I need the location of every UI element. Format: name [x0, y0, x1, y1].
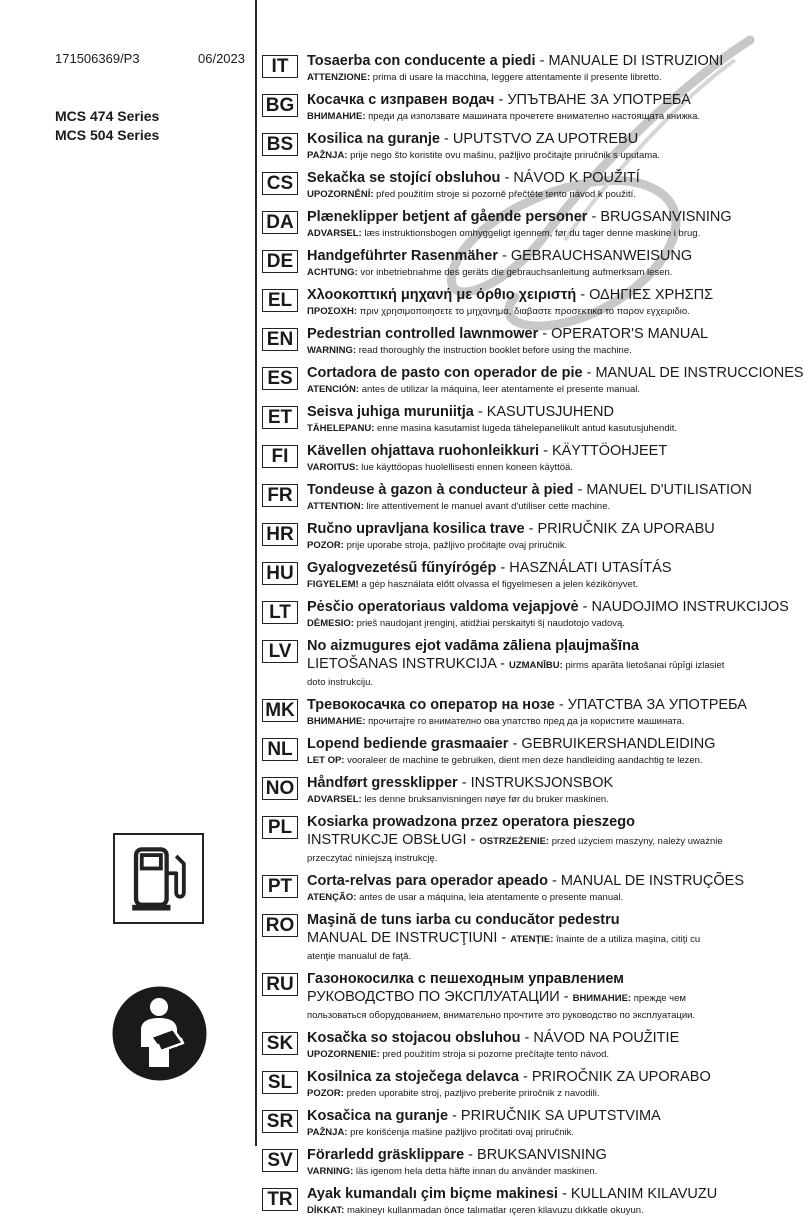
language-code-badge: MK — [262, 699, 298, 722]
warning-text: przed użyciem maszyny, należy uważnie — [551, 836, 723, 847]
warning-text: прочитајте го внимателно ова упатство пред да ја користите машината. — [368, 716, 685, 727]
language-title: Cortadora de pasto con operador de pie - MANUAL DE INSTRUCCIONES — [307, 365, 804, 381]
language-code-badge: ET — [262, 406, 298, 429]
language-title: Seisva juhiga muruniitja - KASUTUSJUHEND — [307, 404, 614, 420]
warning-label: UZMANĪBU: — [508, 660, 563, 671]
language-code-badge: LV — [262, 640, 298, 663]
language-title: Ayak kumandalı çim biçme makinesi - KULLANIM KILAVUZU — [307, 1186, 718, 1202]
language-entry-sr — [262, 1107, 802, 1141]
warning-text: a gép használata előtt olvassa el figyelmesen a jelen kézikönyvet. — [361, 579, 639, 590]
warning-line — [307, 538, 802, 554]
language-title: Gyalogvezetésű fűnyírógép - HASZNÁLATI UTASÍTÁS — [307, 560, 672, 576]
manual-title: LIETOŠANAS INSTRUKCIJA — [307, 656, 497, 672]
warning-label: ATTENZIONE: — [307, 72, 371, 83]
warning-label: ADVARSEL: — [307, 228, 362, 239]
language-code-badge: NL — [262, 738, 298, 761]
language-title: Kosiarka prowadzona przez operatora pieszego — [307, 814, 635, 830]
warning-label: OSTRZEŻENIE: — [479, 836, 550, 847]
language-title: Kosilnica za stoječega delavca - PRIROČNIK ZA UPORABO — [307, 1069, 711, 1085]
language-entry-el — [262, 286, 802, 320]
warning-line — [307, 753, 802, 769]
warning-label: ATENCIÓN: — [307, 384, 360, 395]
language-entry-de — [262, 247, 802, 281]
manual-title: INSTRUKSJONSBOK — [470, 775, 614, 791]
warning-line — [307, 265, 802, 281]
language-code-badge: DE — [262, 250, 298, 273]
warning-label: ACHTUNG: — [307, 267, 358, 278]
model-series — [55, 107, 159, 145]
warning-text: înainte de a utiliza maşina, citiţi cu — [556, 934, 701, 945]
language-entry-fi — [262, 442, 802, 476]
warning-label: VAROITUS: — [307, 462, 359, 473]
language-entry-cs — [262, 169, 802, 203]
series-line: MCS 474 Series — [55, 108, 160, 124]
language-code-badge: CS — [262, 172, 298, 195]
warning-line — [307, 616, 802, 632]
warning-text: makineyı kullanmadan önce talımatlar ıçeren kilavuzu dıkkatle okuyun. — [346, 1205, 644, 1216]
warning-line — [307, 460, 802, 476]
language-code-badge: EN — [262, 328, 298, 351]
warning-label: POZOR: — [307, 540, 344, 551]
warning-label: ADVARSEL: — [307, 794, 362, 805]
warning-line — [307, 1203, 802, 1219]
language-entry-et — [262, 403, 802, 437]
warning-text: pred použitím stroja si pozorne prečítajte tento návod. — [382, 1049, 610, 1060]
manual-title: NAUDOJIMO INSTRUKCIJOS — [591, 599, 789, 615]
warning-text: antes de usar a máquina, leia atentamente o presente manual. — [359, 892, 624, 903]
warning-label: POZOR: — [307, 1088, 344, 1099]
language-entry-en — [262, 325, 802, 359]
manual-title: MANUAL DE INSTRUCŢIUNI — [307, 930, 498, 946]
warning-line — [307, 714, 802, 730]
language-entry-lt — [262, 598, 802, 632]
document-date: 06/2023 — [198, 51, 245, 66]
warning-line — [307, 499, 802, 515]
manual-title: ΟΔΗΓΙΕΣ ΧΡΗΣΠΣ — [589, 287, 714, 303]
warning-label: UPOZORNENIE: — [307, 1049, 380, 1060]
language-title: Kävellen ohjattava ruohonleikkuri - KÄYTTÖOHJEET — [307, 443, 668, 459]
manual-title: BRUGSANVISNING — [600, 209, 732, 225]
warning-text: læs instruktionsbogen omhyggeligt igennem, før du tager denne maskine i brug. — [364, 228, 701, 239]
language-title: Ručno upravljana kosilica trave - PRIRUČNIK ZA UPORABU — [307, 521, 715, 537]
warning-line — [307, 577, 802, 593]
manual-title: УПЪТВАНЕ ЗА УПОТРЕБА — [507, 92, 691, 108]
fuel-pump-icon — [113, 833, 204, 924]
manual-title-line: LIETOŠANAS INSTRUKCIJA - UZMANĪBU: pirms aparāta lietošanai rūpīgi izlasiet — [307, 656, 725, 672]
warning-text: prieš naudojant įrenginį, atidžiai perskaityti šį naudotojo vadovą. — [356, 618, 625, 629]
warning-line — [307, 890, 802, 906]
manual-title: NÁVOD K POUŽITÍ — [513, 170, 640, 186]
series-line: MCS 504 Series — [55, 127, 160, 143]
language-entry-sv — [262, 1146, 802, 1180]
manual-title: INSTRUKCJE OBSŁUGI — [307, 832, 467, 848]
language-title: Kosilica na guranje - UPUTSTVO ZA UPOTREBU — [307, 131, 639, 147]
language-code-badge: SK — [262, 1032, 298, 1055]
warning-line — [307, 1164, 802, 1180]
language-code-badge: FI — [262, 445, 298, 468]
warning-label: VARNING: — [307, 1166, 354, 1177]
language-entry-ru — [262, 970, 802, 1024]
manual-title: KULLANIM KILAVUZU — [570, 1186, 718, 1202]
language-code-badge: EL — [262, 289, 298, 312]
manual-title: NÁVOD NA POUŽITIE — [533, 1030, 680, 1046]
warning-label: DİKKAT: — [307, 1205, 345, 1216]
warning-text: prije nego što koristite ovu mašinu, pažljivo pročitajte priručnik s uputama. — [350, 150, 661, 161]
warning-label: DĖMESIO: — [307, 618, 354, 629]
language-title: Handgeführter Rasenmäher - GEBRAUCHSANWEISUNG — [307, 248, 693, 264]
warning-line — [307, 70, 802, 86]
language-entry-ro — [262, 911, 802, 965]
warning-line — [307, 343, 802, 359]
language-code-badge: HU — [262, 562, 298, 585]
warning-text: lire attentivement le manuel avant d'utiliser cette machine. — [366, 501, 611, 512]
warning-text-continued: atenţie manualul de faţă. — [307, 951, 412, 962]
warning-label: UPOZORNĚNÍ: — [307, 189, 374, 200]
warning-label: ВНИМАНИЕ: — [572, 993, 632, 1004]
warning-line — [307, 304, 802, 320]
language-title: Håndført gressklipper - INSTRUKSJONSBOK — [307, 775, 614, 791]
language-code-badge: RO — [262, 914, 298, 937]
warning-line — [307, 421, 802, 437]
vertical-divider — [255, 0, 257, 1146]
warning-label: PAŽNJA: — [307, 1127, 348, 1138]
warning-line — [307, 1047, 802, 1063]
language-title: Förarledd gräsklippare - BRUKSANVISNING — [307, 1147, 607, 1163]
language-title: Lopend bediende grasmaaier - GEBRUIKERSHANDLEIDING — [307, 736, 716, 752]
warning-text: enne masina kasutamist lugeda tähelepanelikult antud kasutusjuhendit. — [377, 423, 678, 434]
language-title: Pedestrian controlled lawnmower - OPERATOR'S MANUAL — [307, 326, 709, 342]
language-code-badge: BS — [262, 133, 298, 156]
manual-title: HASZNÁLATI UTASÍTÁS — [509, 560, 672, 576]
language-code-badge: RU — [262, 973, 298, 996]
language-title: Тревокосачка со оператор на нозе - УПАТСТВА ЗА УПОТРЕБА — [307, 697, 747, 713]
language-code-badge: IT — [262, 55, 298, 78]
manual-title: OPERATOR'S MANUAL — [551, 326, 709, 342]
language-entry-mk — [262, 696, 802, 730]
warning-label: TÄHELEPANU: — [307, 423, 375, 434]
manual-title: UPUTSTVO ZA UPOTREBU — [452, 131, 639, 147]
language-title: Tosaerba con conducente a piedi - MANUALE DI ISTRUZIONI — [307, 53, 724, 69]
warning-text: před použitím stroje si pozorně přečtěte tento návod k použití. — [376, 189, 636, 200]
warning-label: LET OP: — [307, 755, 345, 766]
language-title: Corta-relvas para operador apeado - MANUAL DE INSTRUÇÕES — [307, 873, 744, 889]
manual-title: РУКОВОДСТВО ПО ЭКСПЛУАТАЦИИ — [307, 989, 560, 1005]
warning-label: ATENÇÃO: — [307, 892, 357, 903]
warning-text: πριν χρησιμοποιησετε το μηχανημα, διαβαστε προσεκτικα το παρον εγχειριδιο. — [359, 306, 690, 317]
manual-title-line: MANUAL DE INSTRUCŢIUNI - ATENŢIE: înainte de a utiliza maşina, citiţi cu — [307, 930, 701, 946]
language-title: Sekačka se stojící obsluhou - NÁVOD K POUŽITÍ — [307, 170, 640, 186]
language-entry-sk — [262, 1029, 802, 1063]
language-title: Tondeuse à gazon à conducteur à pied - MANUEL D'UTILISATION — [307, 482, 752, 498]
warning-text-continued: doto instrukciju. — [307, 677, 374, 688]
language-code-badge: LT — [262, 601, 298, 624]
language-entry-it — [262, 52, 802, 86]
warning-text: pirms aparāta lietošanai rūpīgi izlasiet — [565, 660, 725, 671]
warning-label: ATTENTION: — [307, 501, 364, 512]
manual-title: GEBRAUCHSANWEISUNG — [510, 248, 693, 264]
manual-title: PRIRUČNIK SA UPUTSTVIMA — [460, 1108, 661, 1124]
manual-title: MANUAL DE INSTRUCCIONES — [595, 365, 804, 381]
manual-title: KÄYTTÖOHJEET — [551, 443, 668, 459]
language-title: Plæneklipper betjent af gående personer - BRUGSANVISNING — [307, 209, 732, 225]
language-entry-sl — [262, 1068, 802, 1102]
language-title: Maşină de tuns iarba cu conducător pedestru — [307, 912, 620, 928]
language-entry-lv — [262, 637, 802, 691]
language-code-badge: SV — [262, 1149, 298, 1172]
language-code-badge: SL — [262, 1071, 298, 1094]
language-code-badge: BG — [262, 94, 298, 117]
language-code-badge: SR — [262, 1110, 298, 1133]
warning-line — [307, 187, 802, 203]
warning-text: prima di usare la macchina, leggere attentamente il presente libretto. — [372, 72, 662, 83]
document-meta — [55, 51, 245, 66]
warning-text: prije uporabe stroja, pažljivo pročitajte ovaj priručnik. — [346, 540, 568, 551]
warning-line — [307, 382, 802, 398]
warning-label: PAŽNJA: — [307, 150, 348, 161]
manual-title: BRUKSANVISNING — [477, 1147, 607, 1163]
language-entry-pl — [262, 813, 802, 867]
language-entry-bg — [262, 91, 802, 125]
warning-text: vooraleer de machine te gebruiken, dient men deze handleiding aandachtig te lezen. — [347, 755, 703, 766]
language-title: No aizmugures ejot vadāma zāliena pļaujmašīna — [307, 638, 639, 654]
language-code-badge: FR — [262, 484, 298, 507]
manual-title-line: INSTRUKCJE OBSŁUGI - OSTRZEŻENIE: przed użyciem maszyny, należy uważnie — [307, 832, 723, 848]
read-manual-icon — [111, 985, 208, 1082]
language-entry-es — [262, 364, 802, 398]
manual-title: KASUTUSJUHEND — [486, 404, 614, 420]
warning-text: lue käyttöopas huolellisesti ennen koneen käyttöä. — [361, 462, 573, 473]
document-code: 171506369/P3 — [55, 51, 140, 66]
warning-text: преди да използвате машината прочетете внимателно настоящата книжка. — [368, 111, 701, 122]
language-entry-no — [262, 774, 802, 808]
language-entry-pt — [262, 872, 802, 906]
language-entry-hu — [262, 559, 802, 593]
warning-label: ВНИМАНИЕ: — [307, 716, 366, 727]
manual-title: MANUEL D'UTILISATION — [586, 482, 752, 498]
warning-text: preden uporabite stroj, pazljivo preberite priročnik z navodili. — [346, 1088, 600, 1099]
warning-label: ATENŢIE: — [510, 934, 554, 945]
language-entry-da — [262, 208, 802, 242]
language-code-badge: PL — [262, 816, 298, 839]
warning-line — [307, 1086, 802, 1102]
warning-text-continued: пользоваться оборудованием, внимательно прочтите это руководство по эксплуатации. — [307, 1010, 696, 1021]
language-code-badge: PT — [262, 875, 298, 898]
warning-label: WARNING: — [307, 345, 357, 356]
manual-title: MANUALE DI ISTRUZIONI — [548, 53, 724, 69]
language-code-badge: TR — [262, 1188, 298, 1211]
warning-label: FIGYELEM! — [307, 579, 359, 590]
warning-text: läs igenom hela detta häfte innan du använder maskinen. — [355, 1166, 598, 1177]
language-title: Kosačica na guranje - PRIRUČNIK SA UPUTSTVIMA — [307, 1108, 661, 1124]
warning-text: read thoroughly the instruction booklet before using the machine. — [358, 345, 632, 356]
manual-title: PRIRUČNIK ZA UPORABU — [537, 521, 715, 537]
warning-line — [307, 148, 802, 164]
manual-title: MANUAL DE INSTRUÇÕES — [560, 873, 744, 889]
language-title: Pėsčio operatoriaus valdoma vejapjovė - NAUDOJIMO INSTRUKCIJOS — [307, 599, 789, 615]
language-list — [262, 52, 802, 1224]
language-entry-hr — [262, 520, 802, 554]
warning-line — [307, 109, 802, 125]
warning-text: прежде чем — [633, 993, 686, 1004]
language-entry-bs — [262, 130, 802, 164]
language-title: Kosačka so stojacou obsluhou - NÁVOD NA POUŽITIE — [307, 1030, 680, 1046]
manual-title: PRIROČNIK ZA UPORABO — [531, 1069, 711, 1085]
language-code-badge: HR — [262, 523, 298, 546]
manual-title-line: РУКОВОДСТВО ПО ЭКСПЛУАТАЦИИ - ВНИМАНИЕ: прежде чем — [307, 989, 686, 1005]
language-entry-nl — [262, 735, 802, 769]
warning-text: vor inbetriebnahme des geräts die gebrauchsanleitung aufmerksam lesen. — [360, 267, 673, 278]
warning-label: ΠΡΟΣΟΧΗ: — [307, 306, 358, 317]
manual-title: УПАТСТВА ЗА УПОТРЕБА — [567, 697, 747, 713]
language-code-badge: DA — [262, 211, 298, 234]
warning-line — [307, 792, 802, 808]
language-code-badge: NO — [262, 777, 298, 800]
warning-label: ВНИМАНИЕ: — [307, 111, 366, 122]
warning-line — [307, 226, 802, 242]
warning-line — [307, 1125, 802, 1141]
manual-title: GEBRUIKERSHANDLEIDING — [521, 736, 716, 752]
warning-text: pre korišćenja mašine pažljivo pročitati ovaj priručnik. — [350, 1127, 574, 1138]
language-title: Χλοοκοπτική μηχανή με όρθιο χειριστή - ΟΔΗΓΙΕΣ ΧΡΗΣΠΣ — [307, 287, 714, 303]
language-entry-tr — [262, 1185, 802, 1219]
warning-text: antes de utilizar la máquina, leer atentamente el presente manual. — [361, 384, 641, 395]
warning-text-continued: przeczytać niniejszą instrukcję. — [307, 853, 438, 864]
language-entry-fr — [262, 481, 802, 515]
language-code-badge: ES — [262, 367, 298, 390]
warning-text: les denne bruksanvisningen nøye før du bruker maskinen. — [364, 794, 609, 805]
language-title: Косачка с изправен водач - УПЪТВАНЕ ЗА УПОТРЕБА — [307, 92, 691, 108]
language-title: Газонокосилка с пешеходным управлением — [307, 971, 625, 987]
